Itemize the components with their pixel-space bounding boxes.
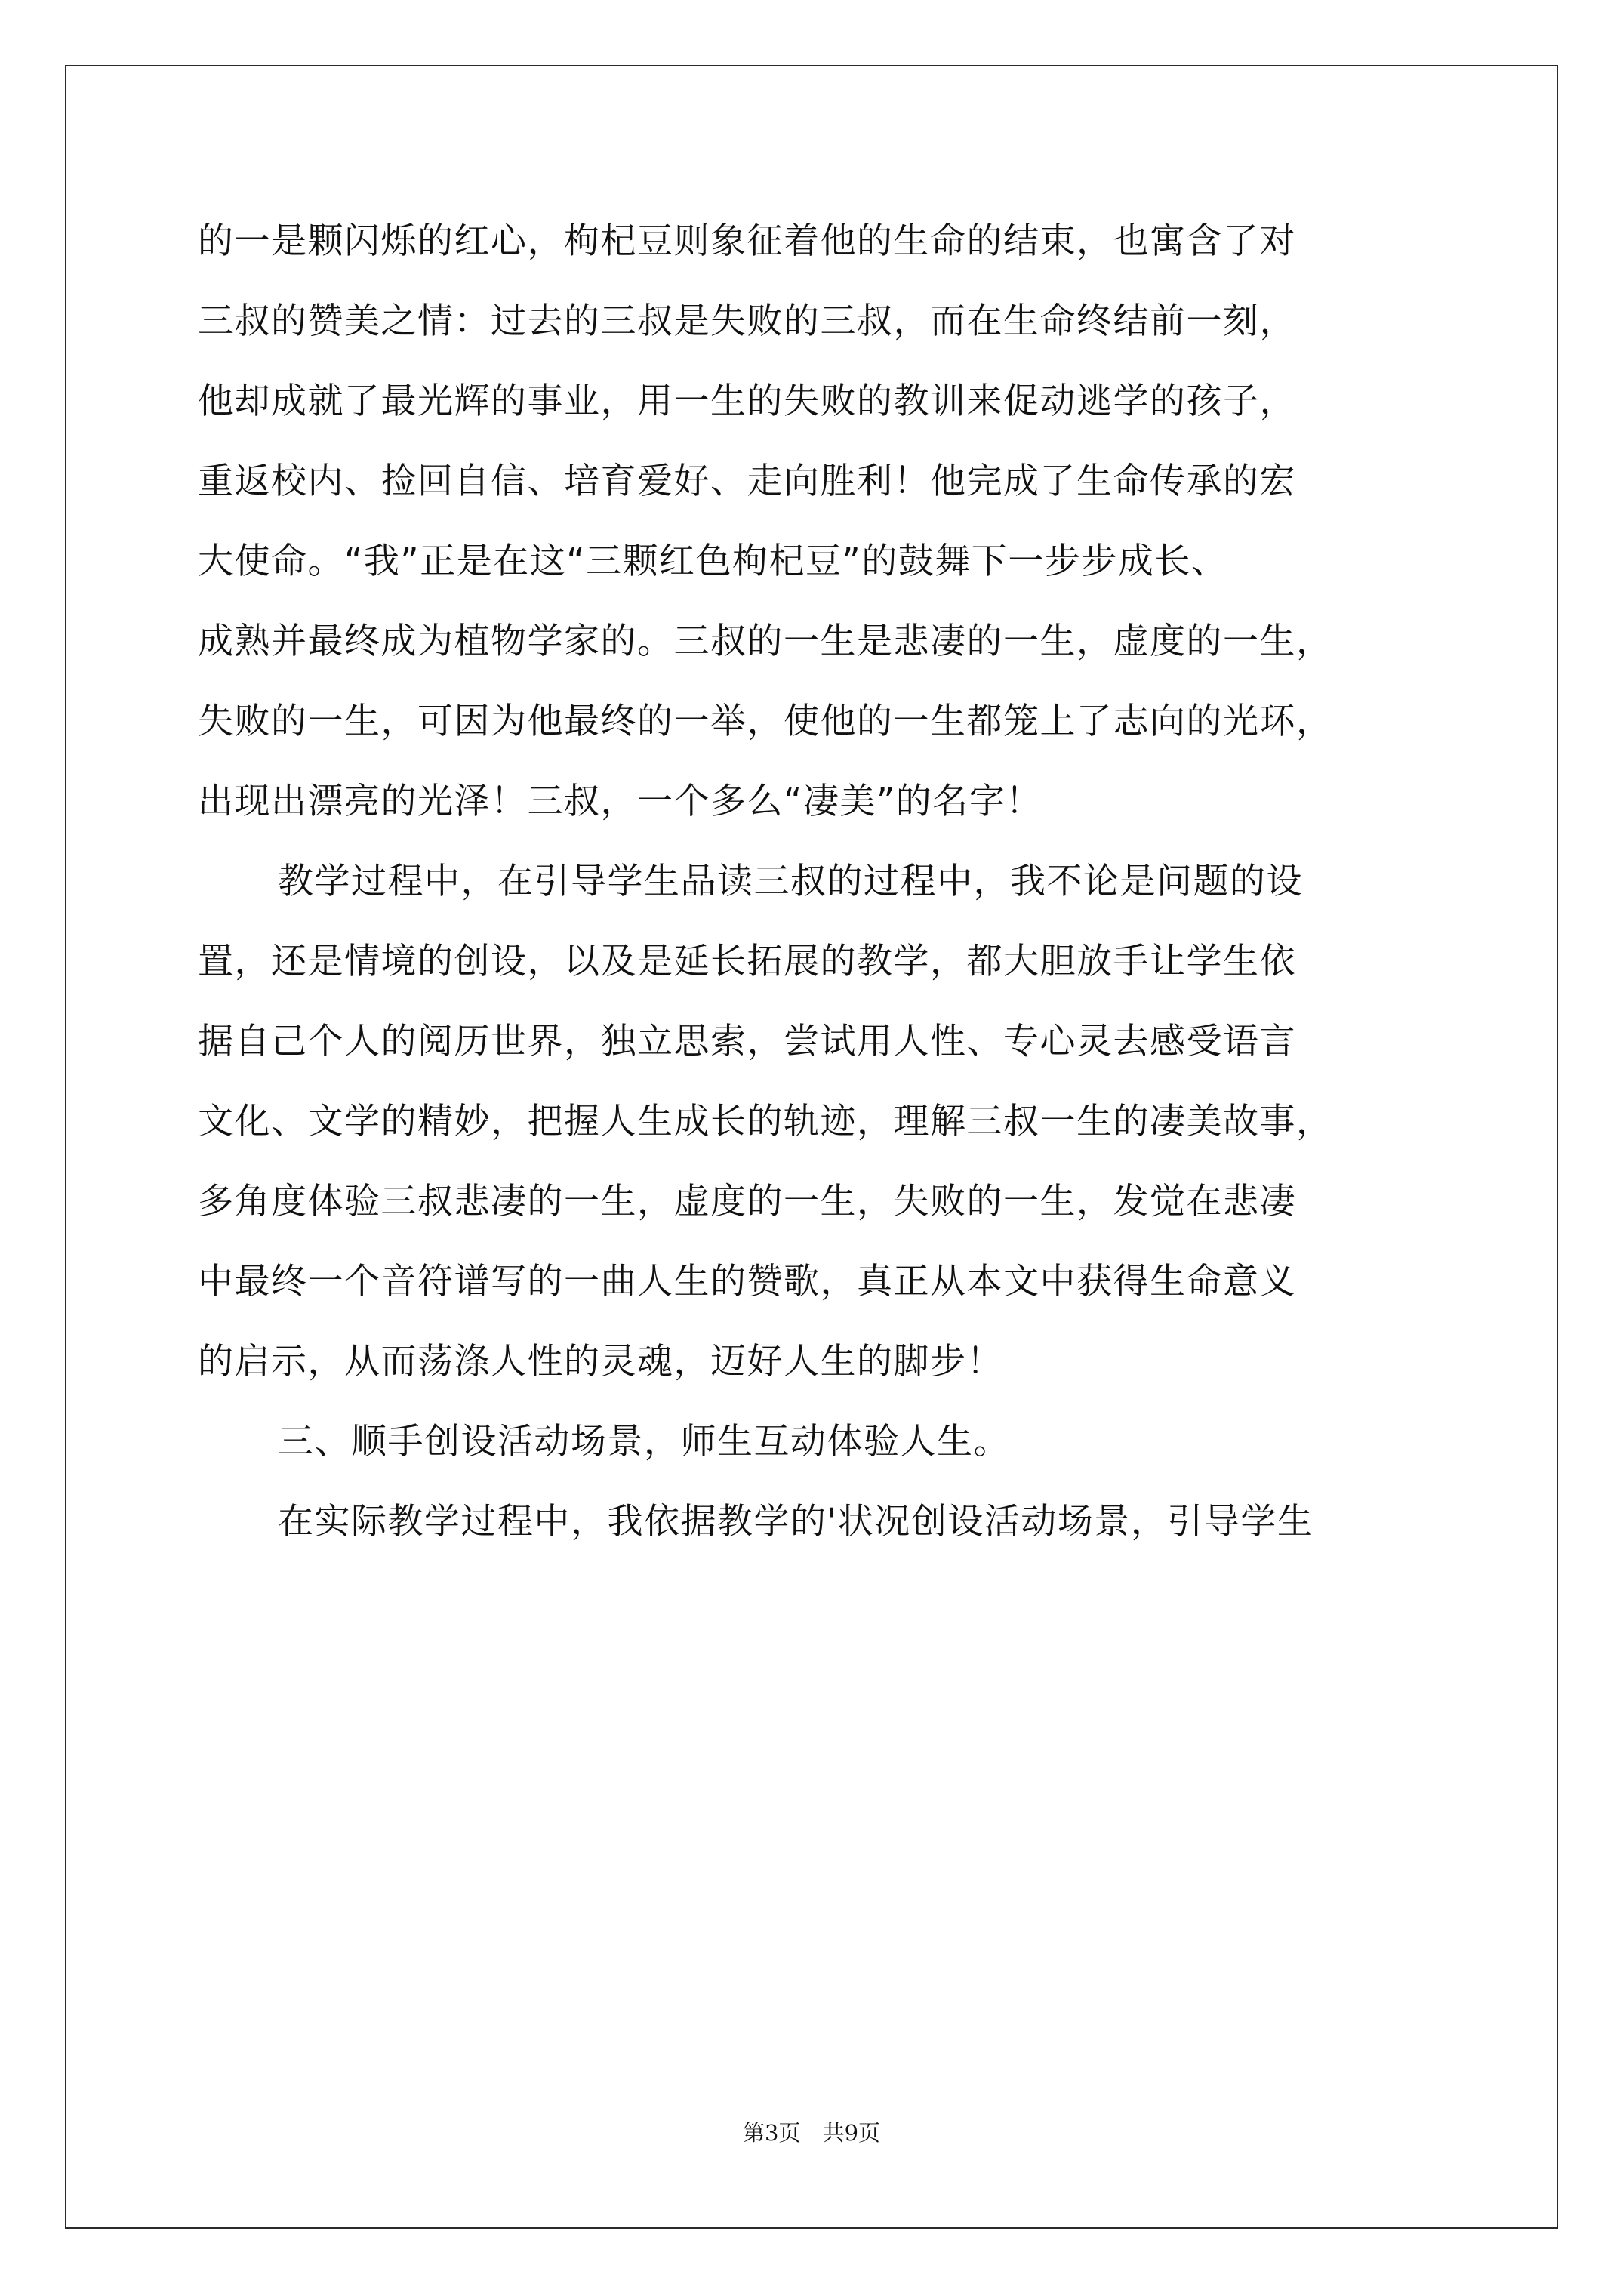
text-line: 他却成就了最光辉的事业，用一生的失败的教训来促动逃学的孩子， <box>198 381 1296 422</box>
paragraph-start-line: 教学过程中，在引导学生品读三叔的过程中，我不论是问题的设 <box>278 861 1303 902</box>
text-line: 中最终一个音符谱写的一曲人生的赞歌，真正从本文中获得生命意义 <box>198 1261 1296 1302</box>
text-line: 据自己个人的阅历世界，独立思索，尝试用人性、专心灵去感受语言 <box>198 1021 1296 1062</box>
text-line: 失败的一生，可因为他最终的一举，使他的一生都笼上了志向的光环， <box>198 701 1333 742</box>
text-line: 出现出漂亮的光泽！三叔，一个多么“凄美”的名字！ <box>198 781 1042 822</box>
text-line: 大使命。“我”正是在这“三颗红色枸杞豆”的鼓舞下一步步成长、 <box>198 541 1228 582</box>
text-line: 三叔的赞美之情：过去的三叔是失败的三叔，而在生命终结前一刻， <box>198 300 1296 342</box>
text-line: 多角度体验三叔悲凄的一生，虚度的一生，失败的一生，发觉在悲凄 <box>198 1181 1296 1222</box>
paragraph-start-line: 在实际教学过程中，我依据教学的'状况创设活动场景，引导学生 <box>278 1501 1314 1542</box>
section-heading: 三、顺手创设活动场景，师生互动体验人生。 <box>278 1421 1010 1462</box>
text-line: 重返校内、捡回自信、培育爱好、走向胜利！他完成了生命传承的宏 <box>198 461 1296 502</box>
text-line: 文化、文学的精妙，把握人生成长的轨迹，理解三叔一生的凄美故事， <box>198 1101 1333 1142</box>
page-number: 第3页 <box>742 2120 801 2146</box>
text-line: 的一是颗闪烁的红心，枸杞豆则象征着他的生命的结束，也寓含了对 <box>198 220 1296 262</box>
page-footer <box>0 2120 1623 2146</box>
text-line: 置，还是情境的创设，以及是延长拓展的教学，都大胆放手让学生依 <box>198 941 1296 982</box>
page-count: 共9页 <box>822 2120 881 2146</box>
text-line: 的启示，从而荡涤人性的灵魂，迈好人生的脚步！ <box>198 1341 1003 1382</box>
text-line: 成熟并最终成为植物学家的。三叔的一生是悲凄的一生，虚度的一生， <box>198 621 1333 662</box>
